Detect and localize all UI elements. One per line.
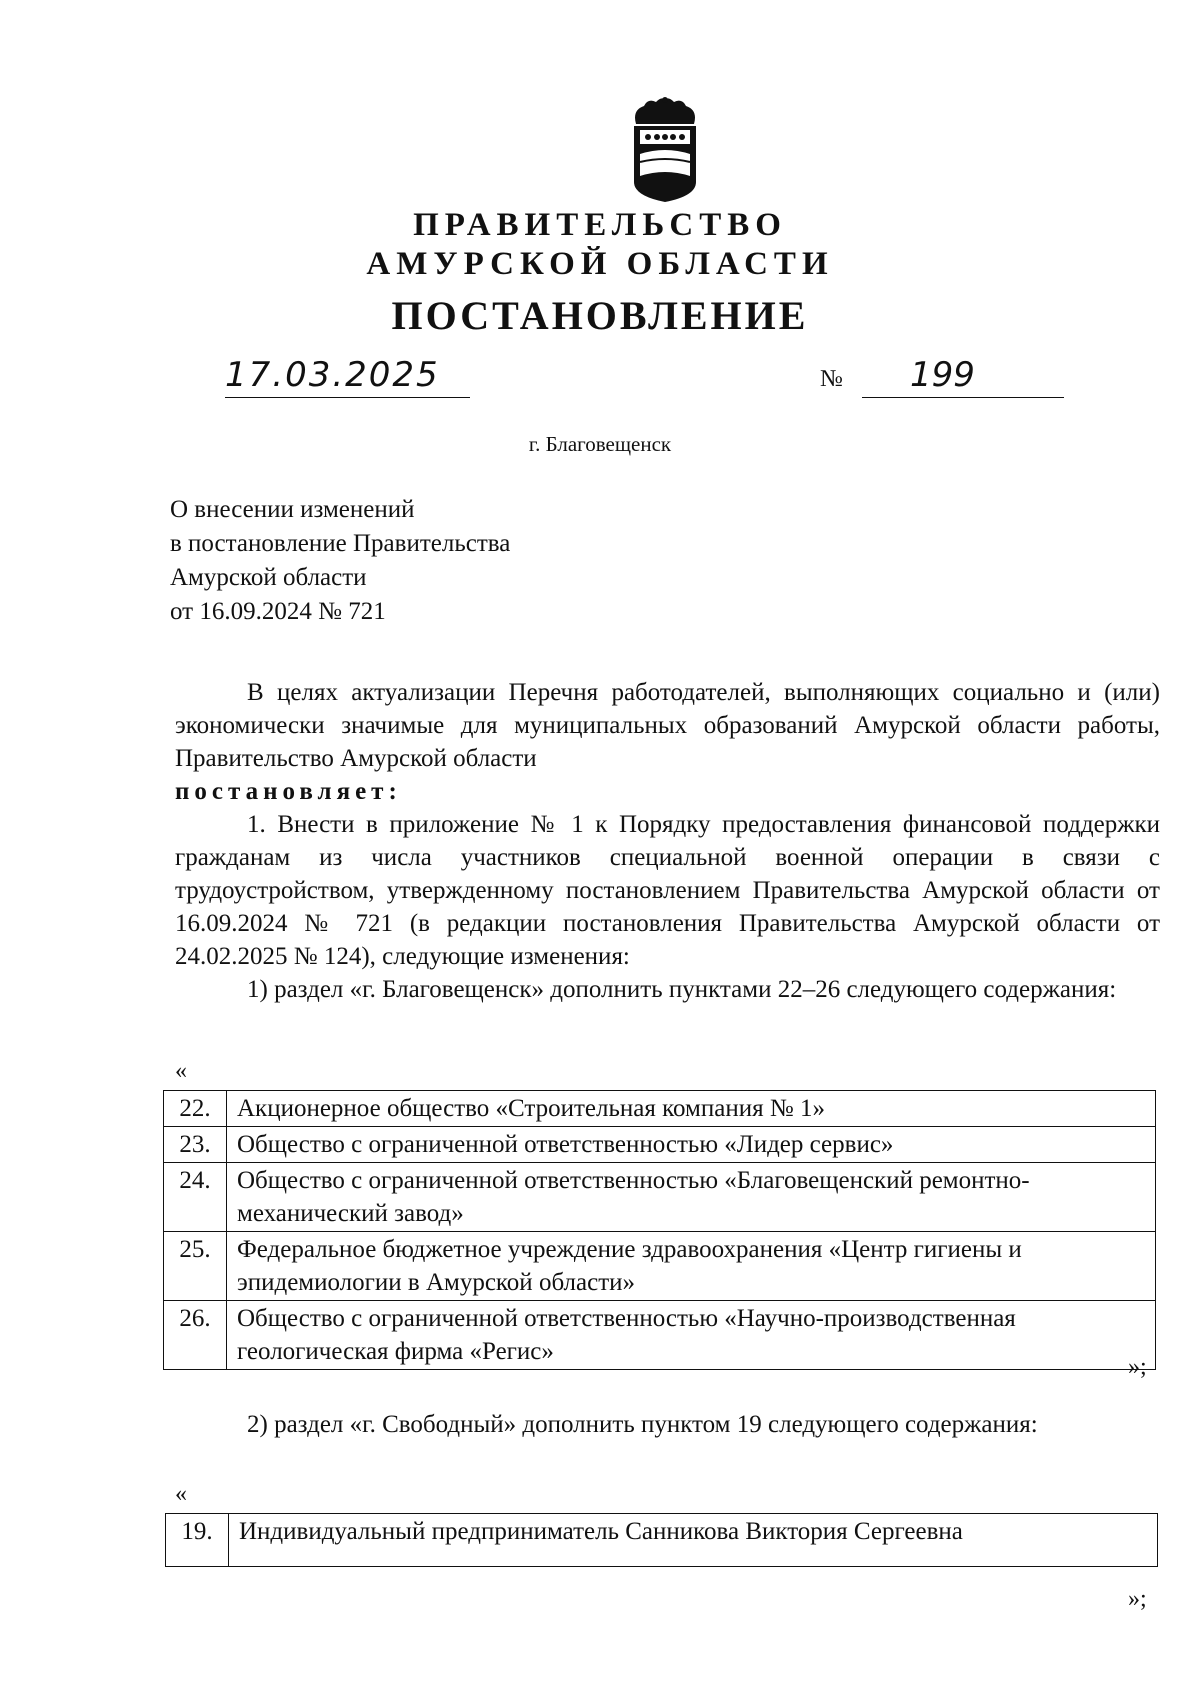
row-number: 24. bbox=[164, 1163, 227, 1232]
row-number: 25. bbox=[164, 1232, 227, 1301]
open-quote-2: « bbox=[175, 1481, 187, 1507]
row-number: 19. bbox=[166, 1514, 229, 1567]
item-1-1-paragraph: 1) раздел «г. Благовещенск» дополнить пунктами 22–26 следующего содержания: bbox=[247, 976, 1117, 1003]
header-government: ПРАВИТЕЛЬСТВО bbox=[413, 207, 787, 243]
row-text: Федеральное бюджетное учреждение здравоохранения «Центр гигиены и эпидемиологии в Амурской области» bbox=[227, 1232, 1156, 1301]
close-quote-1: »; bbox=[1128, 1354, 1147, 1380]
subject-line: в постановление Правительства bbox=[170, 530, 511, 557]
row-text: Общество с ограниченной ответственностью «Научно-производственная геологическая фирма «Регис» bbox=[227, 1301, 1156, 1370]
table-row bbox=[164, 1232, 1156, 1301]
row-text: Индивидуальный предприниматель Санникова Виктория Сергеевна bbox=[229, 1514, 1158, 1567]
city-label: г. Благовещенск bbox=[528, 432, 672, 456]
item-1-2-text: 2) раздел «г. Свободный» дополнить пунктом 19 следующего содержания: bbox=[247, 1411, 1038, 1438]
subject-line: от 16.09.2024 № 721 bbox=[170, 598, 386, 625]
document-body bbox=[175, 676, 1160, 1006]
close-quote-2: »; bbox=[1128, 1586, 1147, 1612]
header-region: АМУРСКОЙ ОБЛАСТИ bbox=[366, 246, 834, 282]
employers-table-blagoveshchensk bbox=[163, 1090, 1156, 1370]
item-1-paragraph: 1. Внести в приложение № 1 к Порядку предоставления финансовой поддержки гражданам из числа участников специальной военной операции в связи с трудоустройством, утвержденному постановлением Правительства Амурской области от 16.09.2024 № 721 (в редакции постановления Правительства Амурской области от 24.02.2025 № 124), следующие изменения: bbox=[175, 811, 1160, 970]
date-underline bbox=[225, 397, 470, 398]
document-subject bbox=[170, 493, 510, 629]
resolves-label: постановляет: bbox=[175, 778, 402, 805]
table-row bbox=[164, 1163, 1156, 1232]
row-text: Акционерное общество «Строительная компания № 1» bbox=[227, 1091, 1156, 1127]
table-row bbox=[164, 1127, 1156, 1163]
handwritten-date: 17.03.2025 bbox=[225, 355, 440, 395]
row-text: Общество с ограниченной ответственностью «Благовещенский ремонтно-механический завод» bbox=[227, 1163, 1156, 1232]
intro-paragraph: В целях актуализации Перечня работодателей, выполняющих социально и (или) экономически значимые для муниципальных образований Амурской области работы, Правительство Амурской области bbox=[175, 679, 1160, 772]
row-number: 22. bbox=[164, 1091, 227, 1127]
document-type-title: ПОСТАНОВЛЕНИЕ bbox=[391, 293, 809, 338]
subject-line: Амурской области bbox=[170, 564, 367, 591]
table-row bbox=[164, 1301, 1156, 1370]
row-number: 23. bbox=[164, 1127, 227, 1163]
open-quote-1: « bbox=[175, 1058, 187, 1084]
table-row bbox=[164, 1091, 1156, 1127]
table-row bbox=[166, 1514, 1158, 1567]
employers-table-svobodny bbox=[165, 1513, 1158, 1567]
coat-of-arms-emblem bbox=[626, 96, 704, 204]
item-1-2-paragraph bbox=[175, 1408, 1160, 1441]
handwritten-number: 199 bbox=[910, 355, 975, 395]
row-number: 26. bbox=[164, 1301, 227, 1370]
number-underline bbox=[862, 397, 1064, 398]
number-sign: № bbox=[820, 366, 843, 392]
row-text: Общество с ограниченной ответственностью «Лидер сервис» bbox=[227, 1127, 1156, 1163]
subject-line: О внесении изменений bbox=[170, 496, 415, 523]
